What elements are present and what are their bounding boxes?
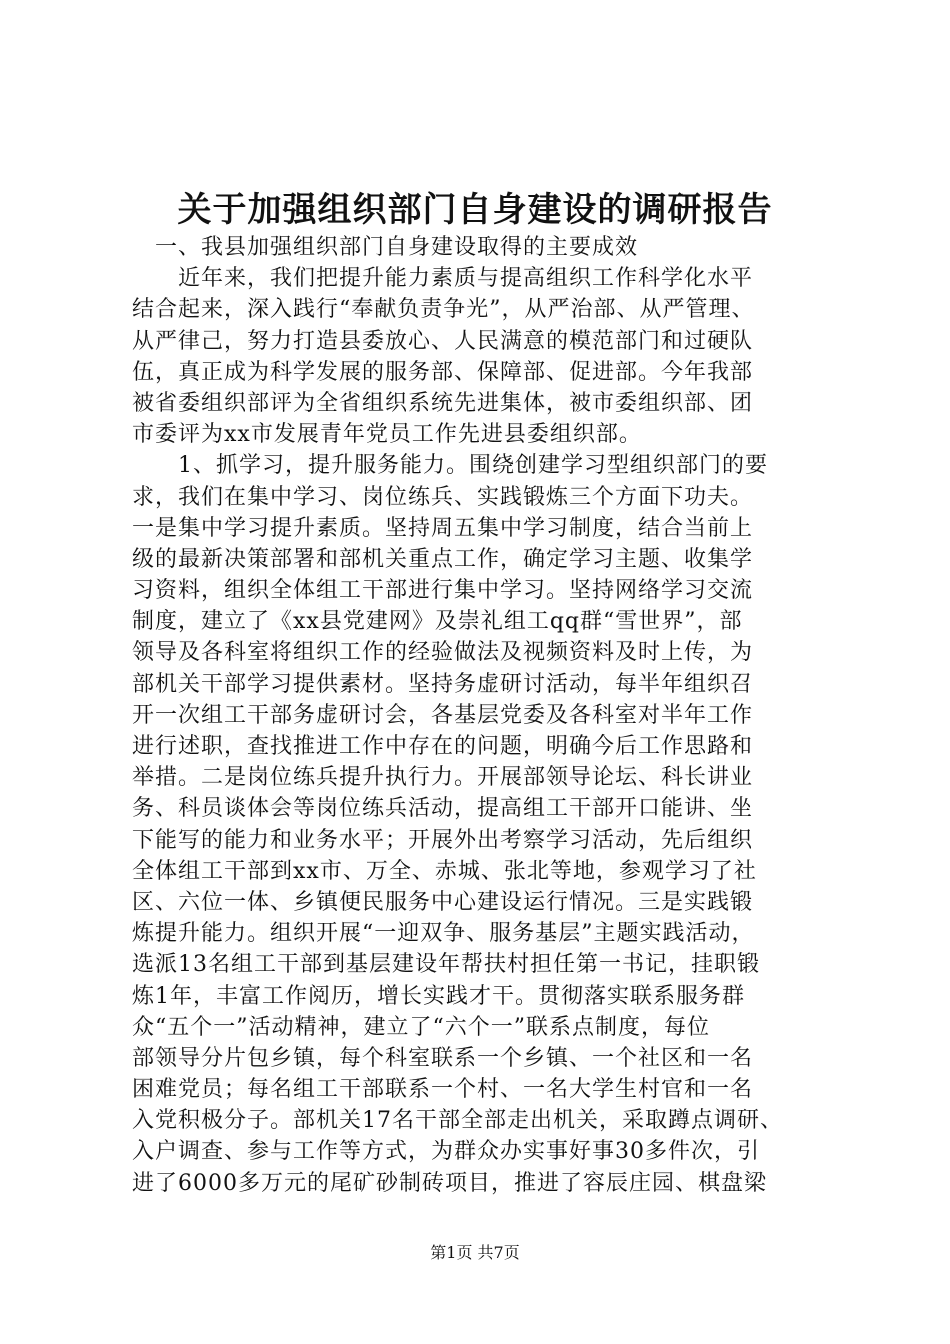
body-line: 制度，建立了《xx县党建网》及崇礼组工qq群“雪世界”，部 — [132, 609, 743, 635]
body-line: 众“五个一”活动精神，建立了“六个一”联系点制度，每位 — [132, 1014, 710, 1040]
body-line: 区、六位一体、乡镇便民服务中心建设运行情况。三是实践锻 — [132, 889, 754, 915]
body-line: 选派13名组工干部到基层建设年帮扶村担任第一书记，挂职锻 — [132, 952, 760, 978]
body-line: 进了6000多万元的尾矿砂制砖项目，推进了容辰庄园、棋盘梁 — [132, 1170, 767, 1196]
body-line: 被省委组织部评为全省组织系统先进集体，被市委组织部、团 — [132, 390, 754, 416]
body-line: 入党积极分子。部机关17名干部全部走出机关，采取蹲点调研、 — [132, 1108, 783, 1134]
body-line: 结合起来，深入践行“奉献负责争光”，从严治部、从严管理、 — [132, 297, 755, 323]
body-line: 下能写的能力和业务水平；开展外出考察学习活动，先后组织 — [132, 827, 754, 853]
page-footer: 第1页 共7页 — [430, 1243, 520, 1262]
body-line: 级的最新决策部署和部机关重点工作，确定学习主题、收集学 — [132, 546, 754, 572]
document-title: 关于加强组织部门自身建设的调研报告 — [177, 190, 773, 230]
body-line: 从严律己，努力打造县委放心、人民满意的模范部门和过硬队 — [132, 328, 754, 354]
body-line: 近年来，我们把提升能力素质与提高组织工作科学化水平 — [132, 266, 754, 292]
document-body — [132, 232, 832, 1199]
body-line: 进行述职，查找推进工作中存在的问题，明确今后工作思路和 — [132, 734, 754, 759]
body-line: 开一次组工干部务虚研讨会，各基层党委及各科室对半年工作 — [132, 702, 754, 728]
body-line: 习资料，组织全体组工干部进行集中学习。坚持网络学习交流 — [132, 578, 754, 604]
body-line: 市委评为xx市发展青年党员工作先进县委组织部。 — [132, 422, 642, 448]
body-line: 全体组工干部到xx市、万全、赤城、张北等地，参观学习了社 — [132, 858, 757, 884]
body-line: 一、我县加强组织部门自身建设取得的主要成效 — [132, 235, 639, 260]
body-line: 部机关干部学习提供素材。坚持务虚研讨活动，每半年组织召 — [132, 671, 754, 697]
body-line: 困难党员；每名组工干部联系一个村、一名大学生村官和一名 — [132, 1077, 754, 1103]
body-line: 领导及各科室将组织工作的经验做法及视频资料及时上传，为 — [132, 640, 754, 666]
body-line: 举措。二是岗位练兵提升执行力。开展部领导论坛、科长讲业 — [132, 765, 754, 791]
body-line: 炼提升能力。组织开展“一迎双争、服务基层”主题实践活动， — [132, 921, 755, 947]
body-line: 入户调查、参与工作等方式，为群众办实事好事30多件次，引 — [132, 1139, 760, 1165]
body-line: 求，我们在集中学习、岗位练兵、实践锻炼三个方面下功夫。 — [132, 484, 754, 510]
body-line: 1、抓学习，提升服务能力。围绕创建学习型组织部门的要 — [132, 453, 768, 479]
body-line: 炼1年，丰富工作阅历，增长实践才干。贯彻落实联系服务群 — [132, 983, 745, 1009]
body-line: 务、科员谈体会等岗位练兵活动，提高组工干部开口能讲、坐 — [132, 796, 754, 822]
body-line: 伍，真正成为科学发展的服务部、保障部、促进部。今年我部 — [132, 359, 754, 385]
body-line: 一是集中学习提升素质。坚持周五集中学习制度，结合当前上 — [132, 515, 754, 541]
body-line: 部领导分片包乡镇，每个科室联系一个乡镇、一个社区和一名 — [132, 1045, 754, 1071]
